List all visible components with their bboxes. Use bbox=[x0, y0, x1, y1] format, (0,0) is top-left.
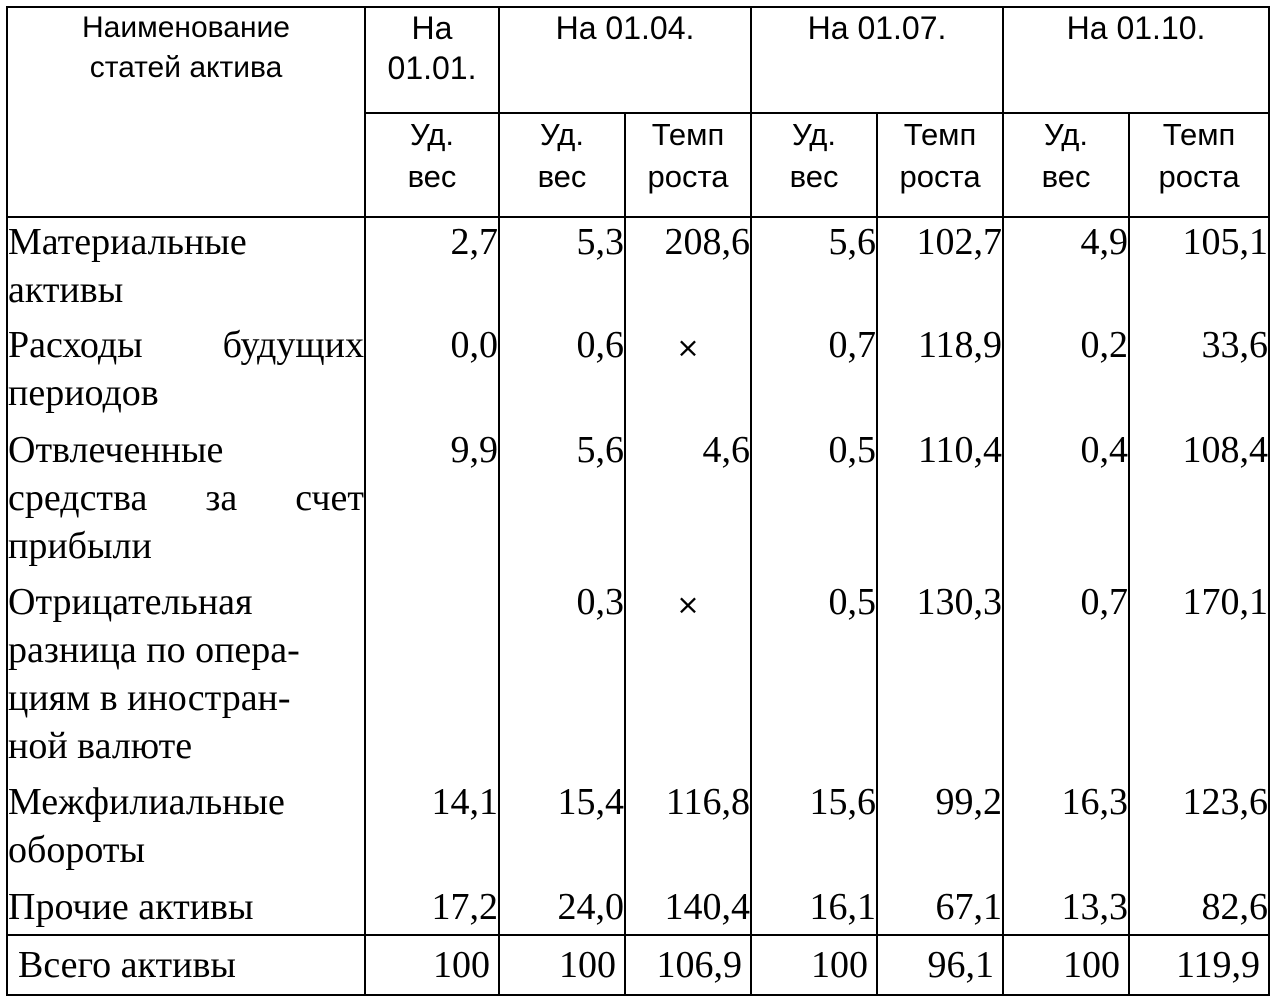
row-name-line: Отрицательная bbox=[8, 580, 253, 623]
cell-value: 208,6 bbox=[625, 217, 751, 321]
header-period-0104 bbox=[499, 7, 751, 113]
total-value: 100 bbox=[751, 935, 877, 995]
cell-value: 0,4 bbox=[1003, 426, 1129, 578]
header-row-periods bbox=[7, 7, 1269, 113]
cell-value: 108,4 bbox=[1129, 426, 1269, 578]
cell-value: 0,0 bbox=[365, 321, 499, 425]
row-name: Материальные активы bbox=[7, 217, 365, 321]
table-row bbox=[7, 883, 1269, 935]
cell-value bbox=[625, 321, 751, 425]
header-period-0101-line-1: На bbox=[411, 10, 453, 46]
header-growth-0104 bbox=[625, 113, 751, 217]
cell-value: 4,6 bbox=[625, 426, 751, 578]
table-row bbox=[7, 426, 1269, 578]
cell-value: 0,6 bbox=[499, 321, 625, 425]
cell-value: 118,9 bbox=[877, 321, 1003, 425]
header-share-0107 bbox=[751, 113, 877, 217]
cell-value: 82,6 bbox=[1129, 883, 1269, 935]
table-row bbox=[7, 321, 1269, 425]
header-growth-0110-line-2: роста bbox=[1158, 159, 1240, 194]
header-share-0101-line-2: вес bbox=[407, 159, 457, 194]
cell-value bbox=[365, 578, 499, 779]
cell-value: 5,3 bbox=[499, 217, 625, 321]
total-value: 119,9 bbox=[1129, 935, 1269, 995]
header-share-0107-line-2: вес bbox=[789, 159, 839, 194]
cell-value: 170,1 bbox=[1129, 578, 1269, 779]
header-growth-0104-line-2: роста bbox=[647, 159, 729, 194]
cell-value: 24,0 bbox=[499, 883, 625, 935]
cell-value: 99,2 bbox=[877, 778, 1003, 882]
total-row-name: Всего активы bbox=[7, 935, 365, 995]
cell-value: 9,9 bbox=[365, 426, 499, 578]
cell-value: 13,3 bbox=[1003, 883, 1129, 935]
cell-value: 102,7 bbox=[877, 217, 1003, 321]
header-share-0110-line-2: вес bbox=[1041, 159, 1091, 194]
header-share-0104 bbox=[499, 113, 625, 217]
cell-value: 0,7 bbox=[1003, 578, 1129, 779]
cell-value: 15,4 bbox=[499, 778, 625, 882]
cell-value: 14,1 bbox=[365, 778, 499, 882]
header-growth-0110-line-1: Темп bbox=[1162, 117, 1236, 152]
header-name-line-2: статей актива bbox=[89, 51, 283, 84]
assets-structure-table bbox=[6, 6, 1270, 996]
cell-value: 0,5 bbox=[751, 426, 877, 578]
total-value: 96,1 bbox=[877, 935, 1003, 995]
cell-value: 140,4 bbox=[625, 883, 751, 935]
header-share-0104-line-1: Уд. bbox=[540, 117, 584, 152]
header-growth-0104-line-1: Темп bbox=[651, 117, 725, 152]
row-name bbox=[7, 578, 365, 779]
cell-value: 5,6 bbox=[751, 217, 877, 321]
not-applicable-mark: × bbox=[676, 331, 700, 365]
cell-value: 105,1 bbox=[1129, 217, 1269, 321]
table-row bbox=[7, 778, 1269, 882]
header-share-0104-line-2: вес bbox=[537, 159, 587, 194]
cell-value: 110,4 bbox=[877, 426, 1003, 578]
total-value: 106,9 bbox=[625, 935, 751, 995]
cell-value: 16,3 bbox=[1003, 778, 1129, 882]
header-share-0101 bbox=[365, 113, 499, 217]
cell-value: 123,6 bbox=[1129, 778, 1269, 882]
total-value: 100 bbox=[365, 935, 499, 995]
cell-value: 17,2 bbox=[365, 883, 499, 935]
header-period-0107 bbox=[751, 7, 1003, 113]
total-row bbox=[7, 935, 1269, 995]
header-growth-0107-line-2: роста bbox=[899, 159, 981, 194]
header-period-0110 bbox=[1003, 7, 1269, 113]
header-name-line-1: Наименование bbox=[82, 11, 290, 44]
total-value: 100 bbox=[1003, 935, 1129, 995]
cell-value bbox=[625, 578, 751, 779]
cell-value: 0,7 bbox=[751, 321, 877, 425]
cell-value: 0,2 bbox=[1003, 321, 1129, 425]
row-name: Прочие активы bbox=[7, 883, 365, 935]
header-growth-0107 bbox=[877, 113, 1003, 217]
header-period-0101 bbox=[365, 7, 499, 113]
header-period-0104-label: На 01.04. bbox=[555, 10, 695, 46]
header-growth-0107-line-1: Темп bbox=[903, 117, 977, 152]
not-applicable-mark: × bbox=[676, 587, 700, 621]
table-row bbox=[7, 578, 1269, 779]
header-name-column bbox=[7, 7, 365, 217]
cell-value: 5,6 bbox=[499, 426, 625, 578]
cell-value: 33,6 bbox=[1129, 321, 1269, 425]
header-period-0107-label: На 01.07. bbox=[807, 10, 947, 46]
cell-value: 16,1 bbox=[751, 883, 877, 935]
table-row bbox=[7, 217, 1269, 321]
header-share-0107-line-1: Уд. bbox=[792, 117, 836, 152]
header-share-0110-line-1: Уд. bbox=[1044, 117, 1089, 152]
cell-value: 67,1 bbox=[877, 883, 1003, 935]
cell-value: 2,7 bbox=[365, 217, 499, 321]
cell-value: 4,9 bbox=[1003, 217, 1129, 321]
header-period-0101-line-2: 01.01. bbox=[387, 50, 477, 86]
header-share-0101-line-1: Уд. bbox=[410, 117, 454, 152]
row-name-line: циям в иностран- bbox=[8, 676, 291, 719]
row-name: Расходы будущих периодов bbox=[7, 321, 365, 425]
cell-value: 0,3 bbox=[499, 578, 625, 779]
cell-value: 0,5 bbox=[751, 578, 877, 779]
cell-value: 130,3 bbox=[877, 578, 1003, 779]
row-name: Межфилиальные обороты bbox=[7, 778, 365, 882]
row-name: Отвлеченные средства за счет прибыли bbox=[7, 426, 365, 578]
row-name-line: ной валюте bbox=[8, 724, 193, 767]
header-period-0110-label: На 01.10. bbox=[1066, 10, 1206, 46]
header-growth-0110 bbox=[1129, 113, 1269, 217]
header-share-0110 bbox=[1003, 113, 1129, 217]
row-name-line: разница по опера- bbox=[8, 628, 300, 671]
total-value: 100 bbox=[499, 935, 625, 995]
cell-value: 15,6 bbox=[751, 778, 877, 882]
cell-value: 116,8 bbox=[625, 778, 751, 882]
